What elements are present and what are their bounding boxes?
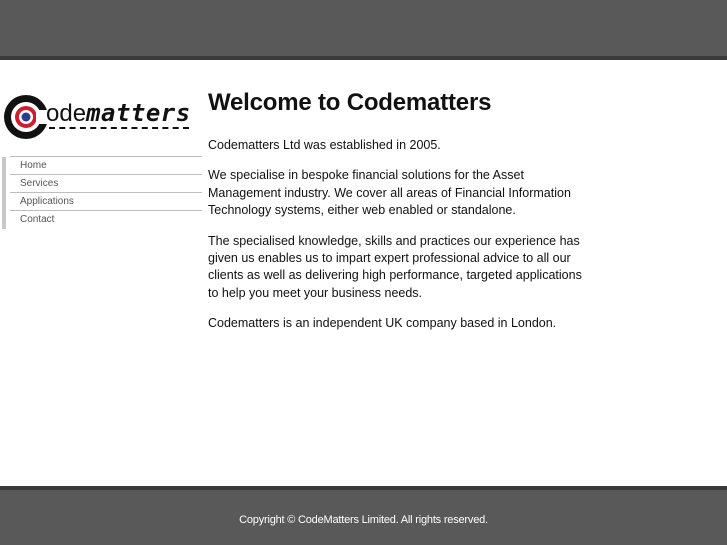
copyright-text: Copyright © CodeMatters Limited. All rights reserved. bbox=[239, 514, 488, 526]
top-header-bar bbox=[0, 0, 727, 60]
logo-target-icon bbox=[2, 93, 50, 141]
logo-dashed-underline bbox=[49, 127, 189, 129]
page-title: Welcome to Codematters bbox=[208, 89, 492, 116]
nav-item-home[interactable]: Home bbox=[2, 157, 202, 175]
nav-item-applications[interactable]: Applications bbox=[2, 193, 202, 211]
experience-paragraph: The specialised knowledge, skills and practices our experience has given us enables us to impart expert professional advice to all our clients as well as delivering high performance, targeted applications to help you meet your business needs. bbox=[208, 233, 582, 300]
intro-paragraph: Codematters Ltd was established in 2005. bbox=[208, 138, 441, 152]
main-content bbox=[208, 89, 588, 346]
location-paragraph: Codematters is an independent UK company based in London. bbox=[208, 316, 557, 331]
logo-wordmark: odematters bbox=[46, 99, 191, 127]
nav-item-contact[interactable]: Contact bbox=[2, 211, 202, 229]
footer-bar bbox=[0, 486, 727, 545]
codematters-logo[interactable] bbox=[2, 93, 192, 141]
nav-item-services[interactable]: Services bbox=[2, 175, 202, 193]
specialise-paragraph: We specialise in bespoke financial solutions for the Asset Management industry. We cover all areas of Financial Information Technology systems, either web enabled or standalone. bbox=[208, 168, 571, 218]
sidebar-nav bbox=[2, 157, 202, 229]
